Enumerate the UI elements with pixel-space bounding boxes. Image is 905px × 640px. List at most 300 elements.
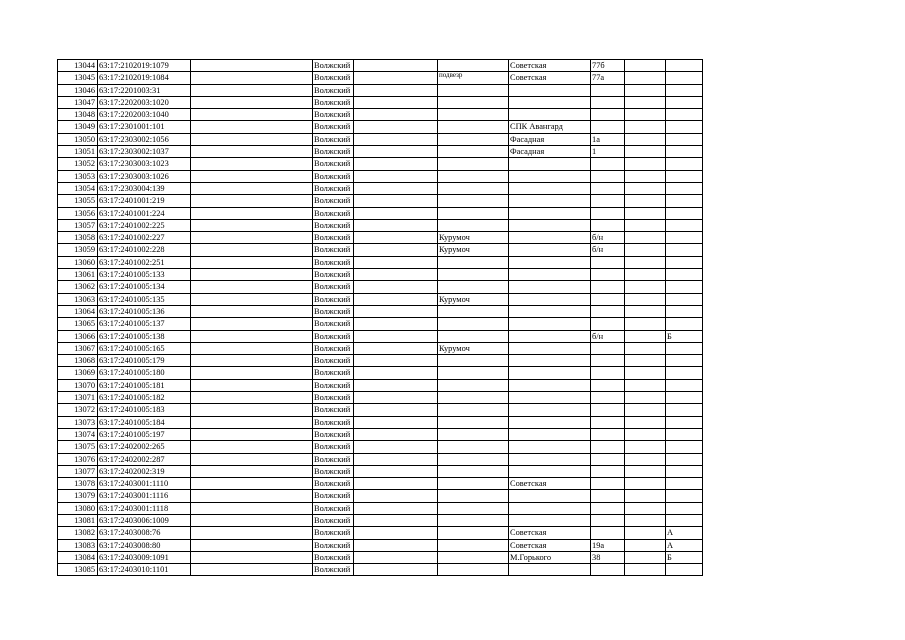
litera-cell [666,305,703,317]
building-cell [625,392,666,404]
building-cell [625,564,666,576]
table-row [58,146,703,158]
district-cell: Волжский [313,281,354,293]
locality-cell [438,96,509,108]
district-cell: Волжский [313,84,354,96]
litera-cell [666,367,703,379]
locality-cell [438,416,509,428]
locality-cell [438,428,509,440]
building-cell [625,305,666,317]
house-number-cell: 38 [591,551,625,563]
house-number-cell: б/н [591,330,625,342]
district-cell: Волжский [313,539,354,551]
district-cell: Волжский [313,478,354,490]
house-number-cell [591,121,625,133]
house-number-cell [591,256,625,268]
street-cell [509,490,591,502]
house-number-cell: 77а [591,72,625,84]
blank-cell [354,133,438,145]
blank-cell [191,207,313,219]
blank-cell [191,96,313,108]
litera-cell [666,428,703,440]
table-row [58,564,703,576]
blank-cell [354,182,438,194]
locality-cell [438,60,509,72]
litera-cell [666,207,703,219]
blank-cell [191,195,313,207]
blank-cell [191,465,313,477]
cadastral-number-cell: 63:17:2401005:137 [98,318,191,330]
blank-cell [191,281,313,293]
building-cell [625,195,666,207]
blank-cell [354,207,438,219]
cadastral-number-cell: 63:17:2303004:139 [98,182,191,194]
blank-cell [354,539,438,551]
district-cell: Волжский [313,490,354,502]
locality-cell [438,502,509,514]
house-number-cell [591,84,625,96]
litera-cell [666,72,703,84]
locality-cell [438,158,509,170]
blank-cell [354,514,438,526]
building-cell [625,207,666,219]
row-number-cell: 13083 [58,539,98,551]
district-cell: Волжский [313,121,354,133]
row-number-cell: 13071 [58,392,98,404]
cadastral-number-cell: 63:17:2401005:133 [98,269,191,281]
table-row [58,109,703,121]
district-cell: Волжский [313,232,354,244]
house-number-cell [591,379,625,391]
row-number-cell: 13068 [58,355,98,367]
building-cell [625,441,666,453]
house-number-cell [591,269,625,281]
row-number-cell: 13064 [58,305,98,317]
district-cell: Волжский [313,342,354,354]
street-cell: Советская [509,72,591,84]
district-cell: Волжский [313,170,354,182]
blank-cell [191,416,313,428]
row-number-cell: 13080 [58,502,98,514]
district-cell: Волжский [313,207,354,219]
house-number-cell [591,428,625,440]
house-number-cell [591,207,625,219]
district-cell: Волжский [313,367,354,379]
blank-cell [354,96,438,108]
district-cell: Волжский [313,502,354,514]
cadastral-number-cell: 63:17:2401005:134 [98,281,191,293]
house-number-cell [591,416,625,428]
district-cell: Волжский [313,404,354,416]
house-number-cell [591,182,625,194]
blank-cell [354,281,438,293]
district-cell: Волжский [313,453,354,465]
litera-cell: А [666,527,703,539]
building-cell [625,514,666,526]
litera-cell [666,392,703,404]
cadastral-number-cell: 63:17:2401002:227 [98,232,191,244]
cadastral-number-cell: 63:17:2301001:101 [98,121,191,133]
blank-cell [354,392,438,404]
litera-cell [666,269,703,281]
house-number-cell [591,527,625,539]
table-row [58,514,703,526]
street-cell [509,96,591,108]
cadastral-number-cell: 63:17:2403001:1118 [98,502,191,514]
building-cell [625,170,666,182]
blank-cell [354,121,438,133]
row-number-cell: 13084 [58,551,98,563]
table-row [58,158,703,170]
street-cell [509,305,591,317]
cadastral-number-cell: 63:17:2401005:136 [98,305,191,317]
district-cell: Волжский [313,428,354,440]
street-cell [509,207,591,219]
cadastral-number-cell: 63:17:2402002:319 [98,465,191,477]
locality-cell [438,379,509,391]
cadastral-number-cell: 63:17:2403008:76 [98,527,191,539]
blank-cell [354,256,438,268]
locality-cell [438,84,509,96]
building-cell [625,269,666,281]
blank-cell [354,195,438,207]
table-row [58,281,703,293]
street-cell [509,379,591,391]
street-cell [509,219,591,231]
blank-cell [191,355,313,367]
locality-cell [438,367,509,379]
house-number-cell [591,441,625,453]
row-number-cell: 13050 [58,133,98,145]
cadastral-number-cell: 63:17:2202003:1020 [98,96,191,108]
cadastral-number-cell: 63:17:2403010:1101 [98,564,191,576]
house-number-cell [591,392,625,404]
locality-cell [438,355,509,367]
district-cell: Волжский [313,379,354,391]
litera-cell [666,133,703,145]
house-number-cell: 1 [591,146,625,158]
table-row [58,355,703,367]
street-cell: Фасадная [509,146,591,158]
district-cell: Волжский [313,244,354,256]
row-number-cell: 13074 [58,428,98,440]
table-row [58,182,703,194]
street-cell [509,428,591,440]
litera-cell [666,158,703,170]
litera-cell [666,121,703,133]
locality-cell [438,195,509,207]
table-row [58,72,703,84]
street-cell [509,109,591,121]
locality-cell [438,564,509,576]
litera-cell [666,96,703,108]
litera-cell [666,195,703,207]
blank-cell [191,60,313,72]
row-number-cell: 13052 [58,158,98,170]
locality-cell [438,539,509,551]
locality-cell [438,256,509,268]
building-cell [625,121,666,133]
district-cell: Волжский [313,355,354,367]
locality-cell [438,551,509,563]
row-number-cell: 13057 [58,219,98,231]
locality-cell [438,121,509,133]
cadastral-number-cell: 63:17:2401001:219 [98,195,191,207]
row-number-cell: 13085 [58,564,98,576]
cadastral-number-cell: 63:17:2201003:31 [98,84,191,96]
table-row [58,318,703,330]
blank-cell [191,564,313,576]
building-cell [625,330,666,342]
district-cell: Волжский [313,527,354,539]
cadastral-number-cell: 63:17:2403006:1009 [98,514,191,526]
house-number-cell: б/н [591,244,625,256]
cadastral-number-cell: 63:17:2303003:1026 [98,170,191,182]
blank-cell [191,269,313,281]
house-number-cell [591,318,625,330]
litera-cell: Б [666,330,703,342]
locality-cell [438,133,509,145]
row-number-cell: 13076 [58,453,98,465]
blank-cell [191,551,313,563]
locality-cell [438,478,509,490]
row-number-cell: 13075 [58,441,98,453]
locality-cell [438,404,509,416]
table-row [58,416,703,428]
table-row [58,379,703,391]
litera-cell [666,490,703,502]
street-cell [509,502,591,514]
blank-cell [354,551,438,563]
blank-cell [191,170,313,182]
locality-cell [438,330,509,342]
street-cell [509,256,591,268]
cadastral-number-cell: 63:17:2401005:197 [98,428,191,440]
blank-cell [354,379,438,391]
street-cell: Советская [509,539,591,551]
district-cell: Волжский [313,256,354,268]
cadastral-number-cell: 63:17:2401005:135 [98,293,191,305]
blank-cell [191,84,313,96]
blank-cell [191,146,313,158]
blank-cell [354,465,438,477]
building-cell [625,367,666,379]
blank-cell [191,232,313,244]
street-cell: Советская [509,60,591,72]
blank-cell [191,478,313,490]
district-cell: Волжский [313,465,354,477]
blank-cell [191,367,313,379]
locality-cell [438,527,509,539]
table-row [58,195,703,207]
house-number-cell [591,195,625,207]
row-number-cell: 13049 [58,121,98,133]
building-cell [625,256,666,268]
house-number-cell [591,293,625,305]
building-cell [625,84,666,96]
building-cell [625,293,666,305]
table-row [58,490,703,502]
building-cell [625,318,666,330]
blank-cell [191,514,313,526]
district-cell: Волжский [313,551,354,563]
table-row [58,502,703,514]
blank-cell [191,342,313,354]
district-cell: Волжский [313,96,354,108]
table-row [58,96,703,108]
cadastral-number-cell: 63:17:2102019:1079 [98,60,191,72]
street-cell [509,293,591,305]
blank-cell [354,72,438,84]
litera-cell [666,256,703,268]
building-cell [625,342,666,354]
locality-cell [438,146,509,158]
blank-cell [354,416,438,428]
district-cell: Волжский [313,318,354,330]
blank-cell [191,318,313,330]
cadastral-number-cell: 63:17:2401005:181 [98,379,191,391]
row-number-cell: 13082 [58,527,98,539]
row-number-cell: 13045 [58,72,98,84]
row-number-cell: 13051 [58,146,98,158]
locality-cell: Курумоч [438,244,509,256]
district-cell: Волжский [313,133,354,145]
street-cell [509,232,591,244]
building-cell [625,219,666,231]
blank-cell [354,219,438,231]
building-cell [625,146,666,158]
street-cell [509,342,591,354]
street-cell [509,514,591,526]
locality-cell [438,441,509,453]
district-cell: Волжский [313,195,354,207]
blank-cell [191,490,313,502]
street-cell [509,564,591,576]
cadastral-number-cell: 63:17:2401005:179 [98,355,191,367]
blank-cell [191,72,313,84]
cadastral-number-cell: 63:17:2401005:180 [98,367,191,379]
blank-cell [354,305,438,317]
district-cell: Волжский [313,182,354,194]
blank-cell [191,293,313,305]
blank-cell [191,256,313,268]
table-row [58,269,703,281]
blank-cell [191,109,313,121]
building-cell [625,355,666,367]
locality-cell [438,465,509,477]
building-cell [625,60,666,72]
cadastral-number-cell: 63:17:2401005:184 [98,416,191,428]
cadastral-number-cell: 63:17:2303002:1037 [98,146,191,158]
house-number-cell [591,453,625,465]
table-row [58,207,703,219]
litera-cell [666,232,703,244]
district-cell: Волжский [313,109,354,121]
table-row [58,219,703,231]
blank-cell [354,404,438,416]
cadastral-number-cell: 63:17:2401001:224 [98,207,191,219]
table-row [58,330,703,342]
cadastral-number-cell: 63:17:2303003:1023 [98,158,191,170]
street-cell: М.Горького [509,551,591,563]
row-number-cell: 13066 [58,330,98,342]
blank-cell [354,146,438,158]
blank-cell [354,428,438,440]
blank-cell [354,84,438,96]
blank-cell [354,478,438,490]
litera-cell [666,404,703,416]
locality-cell: Курумоч [438,342,509,354]
cadastral-number-cell: 63:17:2403009:1091 [98,551,191,563]
district-cell: Волжский [313,269,354,281]
house-number-cell [591,96,625,108]
blank-cell [354,109,438,121]
table-row [58,527,703,539]
row-number-cell: 13044 [58,60,98,72]
litera-cell [666,355,703,367]
locality-cell [438,109,509,121]
table-row [58,428,703,440]
blank-cell [354,232,438,244]
district-cell: Волжский [313,330,354,342]
house-number-cell [591,158,625,170]
district-cell: Волжский [313,441,354,453]
district-cell: Волжский [313,293,354,305]
row-number-cell: 13079 [58,490,98,502]
litera-cell [666,84,703,96]
row-number-cell: 13061 [58,269,98,281]
litera-cell [666,60,703,72]
litera-cell [666,244,703,256]
blank-cell [191,502,313,514]
litera-cell [666,219,703,231]
cadastral-number-cell: 63:17:2401005:182 [98,392,191,404]
blank-cell [191,428,313,440]
street-cell [509,453,591,465]
locality-cell [438,170,509,182]
building-cell [625,428,666,440]
building-cell [625,232,666,244]
blank-cell [191,441,313,453]
row-number-cell: 13053 [58,170,98,182]
row-number-cell: 13065 [58,318,98,330]
cadastral-number-cell: 63:17:2402002:265 [98,441,191,453]
blank-cell [354,441,438,453]
house-number-cell [591,109,625,121]
table-row [58,232,703,244]
locality-cell: Курумоч [438,232,509,244]
blank-cell [191,121,313,133]
house-number-cell [591,342,625,354]
litera-cell [666,478,703,490]
locality-cell [438,281,509,293]
blank-cell [354,269,438,281]
table-row [58,551,703,563]
blank-cell [191,244,313,256]
blank-cell [191,330,313,342]
litera-cell [666,281,703,293]
cadastral-number-cell: 63:17:2403001:1110 [98,478,191,490]
building-cell [625,453,666,465]
locality-cell [438,490,509,502]
blank-cell [191,305,313,317]
table-row [58,121,703,133]
locality-cell: Курумоч [438,293,509,305]
cadastral-number-cell: 63:17:2102019:1084 [98,72,191,84]
cadastral-number-cell: 63:17:2403008:80 [98,539,191,551]
litera-cell [666,318,703,330]
street-cell [509,367,591,379]
